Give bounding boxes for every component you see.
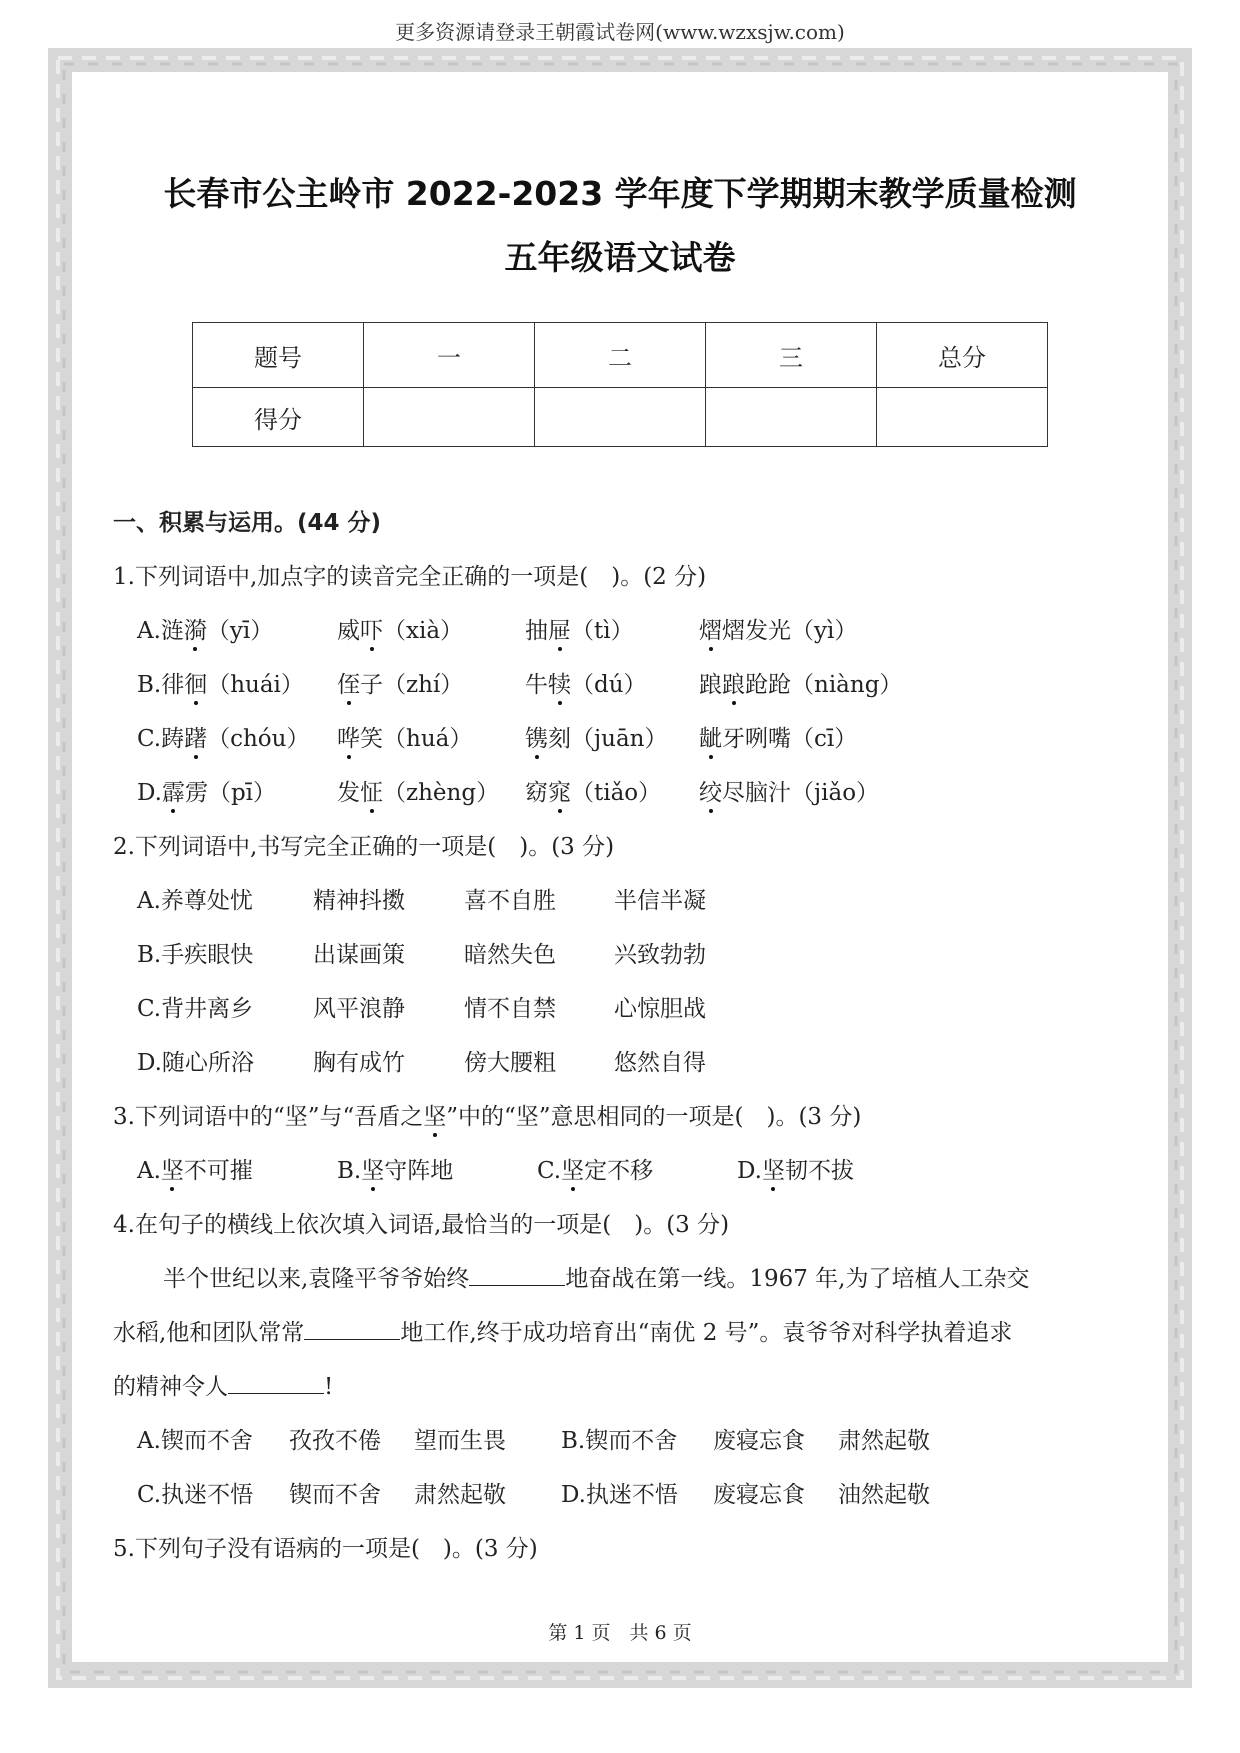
- score-cell: [877, 388, 1048, 447]
- q5-stem: 5.下列句子没有语病的一项是( )。(3 分): [113, 1536, 538, 1562]
- q4-options-row2: C.执迷不悟 锲而不舍 肃然起敬 D.执迷不悟 废寝忘食 油然起敬: [137, 1482, 930, 1508]
- q4-options-row1: A.锲而不舍 孜孜不倦 望而生畏 B.锲而不舍 废寝忘食 肃然起敬: [137, 1428, 930, 1454]
- q2-option-b: B.手疾眼快 出谋画策 暗然失色 兴致勃勃: [137, 942, 706, 968]
- q2-option-d: D.随心所浴 胸有成竹 傍大腰粗 悠然自得: [137, 1050, 706, 1076]
- q3-stem: 3.下列词语中的“坚”与“吾盾之坚”中的“坚”意思相同的一项是( )。(3 分): [113, 1104, 862, 1130]
- exam-subtitle: 五年级语文试卷: [504, 238, 736, 277]
- exam-title: 长春市公主岭市 2022-2023 学年度下学期期末教学质量检测: [163, 174, 1077, 213]
- fill-blank-3[interactable]: [228, 1371, 324, 1394]
- score-cell: [706, 388, 877, 447]
- q1-stem: 1.下列词语中,加点字的读音完全正确的一项是( )。(2 分): [113, 564, 707, 590]
- score-header-cell: 三: [706, 323, 877, 388]
- q4-paragraph-line2: 水稻,他和团队常常 地工作,终于成功培育出“南优 2 号”。袁爷爷对科学执着追求: [113, 1314, 1012, 1347]
- score-table: [192, 322, 1048, 447]
- score-cell: [535, 388, 706, 447]
- score-header-cell: 二: [535, 323, 706, 388]
- q1-option-c: C.踌躇（chóu） 哗笑（huá） 镌刻（juān） 龇牙咧嘴（cī）: [137, 726, 858, 752]
- q3-options: A.坚不可摧 B.坚守阵地 C.坚定不移 D.坚韧不拔: [137, 1158, 854, 1184]
- page-footer: 第 1 页 共 6 页: [548, 1622, 692, 1644]
- header-source: 更多资源请登录王朝霞试卷网(www.wzxsjw.com): [395, 20, 845, 44]
- score-header-cell: 一: [364, 323, 535, 388]
- q4-paragraph-line1: 半个世纪以来,袁隆平爷爷始终 地奋战在第一线。1967 年,为了培植人工杂交: [163, 1260, 1029, 1293]
- q2-option-c: C.背井离乡 风平浪静 情不自禁 心惊胆战: [137, 996, 706, 1022]
- q4-paragraph-line3: 的精神令人 !: [113, 1368, 333, 1401]
- score-header-cell: 题号: [193, 323, 364, 388]
- score-cell: [364, 388, 535, 447]
- q1-option-d: D.霹雳（pī） 发怔（zhèng） 窈窕（tiǎo） 绞尽脑汁（jiǎo）: [137, 780, 880, 806]
- fill-blank-2[interactable]: [304, 1317, 400, 1340]
- score-row-label: 得分: [193, 388, 364, 447]
- section-title: 一、积累与运用。(44 分): [113, 510, 382, 536]
- q1-option-b: B.徘徊（huái） 侄子（zhí） 牛犊（dú） 踉踉跄跄（niàng）: [137, 672, 903, 698]
- q4-stem: 4.在句子的横线上依次填入词语,最恰当的一项是( )。(3 分): [113, 1212, 730, 1238]
- q2-stem: 2.下列词语中,书写完全正确的一项是( )。(3 分): [113, 834, 615, 860]
- q2-option-a: A.养尊处忧 精神抖擞 喜不自胜 半信半凝: [137, 888, 706, 914]
- score-header-cell: 总分: [877, 323, 1048, 388]
- q1-option-a: A.涟漪（yī） 威吓（xià） 抽屉（tì） 熠熠发光（yì）: [137, 618, 858, 644]
- fill-blank-1[interactable]: [469, 1263, 565, 1286]
